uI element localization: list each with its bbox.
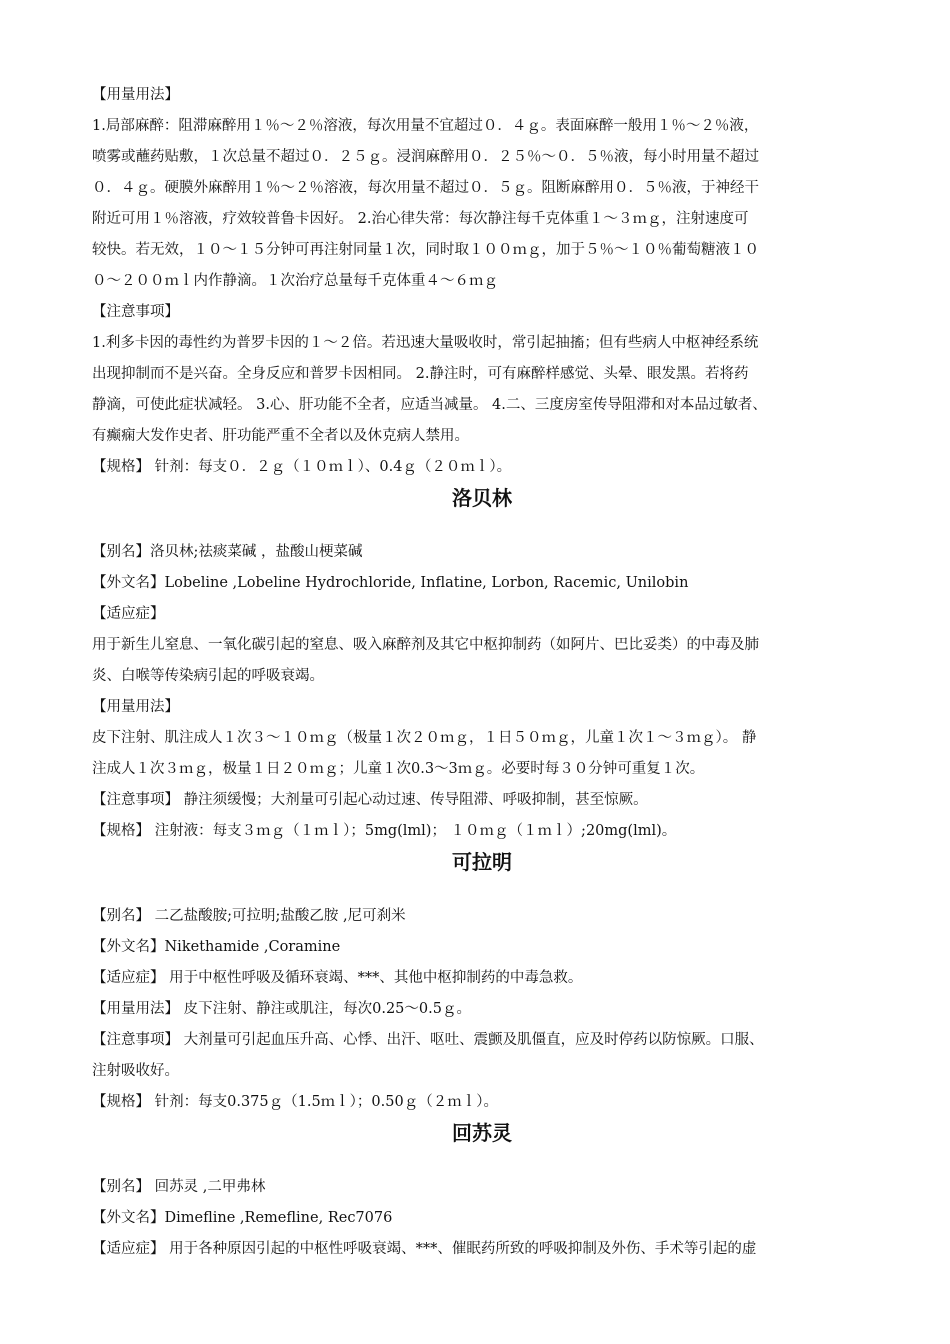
text-line: 【用量用法】	[92, 87, 179, 103]
text-line: ０．４ｇ。硬膜外麻醉用１％～２％溶液，每次用量不超过０．５ｇ。阻断麻醉用０．５％液，于神经干	[92, 180, 759, 196]
section-lidocaine	[92, 80, 872, 483]
text-line: 【外文名】Dimefline ,Remefline, Rec7076	[92, 1210, 393, 1226]
text-line: 【外文名】Lobeline ,Lobeline Hydrochloride, Inflatine, Lorbon, Racemic, Unilobin	[92, 575, 689, 591]
document-page	[92, 80, 872, 1265]
text-line: 出现抑制而不是兴奋。全身反应和普罗卡因相同。 2.静注时，可有麻醉样感觉、头晕、眼发黑。若将药	[92, 366, 749, 382]
text-line: 【注意事项】 大剂量可引起血压升高、心悸、出汗、呕吐、震颤及肌僵直，应及时停药以防惊厥。口服、	[92, 1032, 764, 1048]
text-line: 喷雾或蘸药贴敷，１次总量不超过０．２５ｇ。浸润麻醉用０．２５％～０．５％液，每小时用量不超过	[92, 149, 759, 165]
text-line: 皮下注射、肌注成人１次３～１０ｍｇ（极量１次２０ｍｇ，１日５０ｍｇ，儿童１次１～３ｍｇ）。 静	[92, 730, 757, 746]
text-line: 【用量用法】	[92, 699, 179, 715]
text-line: 【规格】 注射液：每支３ｍｇ（１ｍｌ）；5mg(lml)； １０ｍｇ（１ｍｌ）;20mg(lml)。	[92, 823, 677, 839]
section-coramine	[92, 845, 872, 1118]
text-line: 【规格】 针剂：每支0.375ｇ（1.5ｍｌ）；0.50ｇ（２ｍｌ）。	[92, 1094, 498, 1110]
section-lobeline	[92, 481, 872, 847]
text-line: 【别名】洛贝林;祛痰菜碱 ，盐酸山梗菜碱	[92, 544, 363, 560]
section-title: 回苏灵	[452, 1121, 512, 1145]
text-line: 附近可用１％溶液，疗效较普鲁卡因好。 2.治心律失常：每次静注每千克体重１～３ｍｇ，注射速度可	[92, 211, 749, 227]
text-line: 【别名】 回苏灵 ,二甲弗林	[92, 1179, 266, 1195]
text-line: 较快。若无效，１０～１５分钟可再注射同量１次，同时取１００ｍｇ，加于５％～１０％葡萄糖液１０	[92, 242, 759, 258]
text-line: ０～２００ｍｌ内作静滴。１次治疗总量每千克体重４～６ｍｇ	[92, 273, 498, 289]
text-line: 1.局部麻醉：阻滞麻醉用１％～２％溶液，每次用量不宜超过０．４ｇ。表面麻醉一般用１％～２％液，	[92, 118, 759, 134]
text-line: 1.利多卡因的毒性约为普罗卡因的１～２倍。若迅速大量吸收时，常引起抽搐；但有些病人中枢神经系统	[92, 335, 759, 351]
text-line: 【别名】 二乙盐酸胺;可拉明;盐酸乙胺 ,尼可刹米	[92, 908, 406, 924]
text-line: 【注意事项】	[92, 304, 179, 320]
text-line: 炎、白喉等传染病引起的呼吸衰竭。	[92, 668, 324, 684]
text-line: 【用量用法】 皮下注射、静注或肌注，每次0.25～0.5ｇ。	[92, 1001, 471, 1017]
text-line: 【适应症】 用于中枢性呼吸及循环衰竭、***、其他中枢抑制药的中毒急救。	[92, 970, 583, 986]
text-line: 【适应症】 用于各种原因引起的中枢性呼吸衰竭、***、催眠药所致的呼吸抑制及外伤、手术等引起的虚	[92, 1241, 757, 1257]
section-title: 可拉明	[452, 850, 512, 874]
text-line: 【适应症】	[92, 606, 165, 622]
section-dimefline	[92, 1116, 872, 1265]
text-line: 注成人１次３ｍｇ，极量１日２０ｍｇ；儿童１次0.3～3ｍｇ。必要时每３０分钟可重复１次。	[92, 761, 705, 777]
text-line: 有癫痫大发作史者、肝功能严重不全者以及休克病人禁用。	[92, 428, 469, 444]
text-line: 用于新生儿窒息、一氧化碳引起的窒息、吸入麻醉剂及其它中枢抑制药（如阿片、巴比妥类）的中毒及肺	[92, 637, 759, 653]
text-line: 静滴，可使此症状减轻。 3.心、肝功能不全者，应适当减量。 4.二、三度房室传导阻滞和对本品过敏者、	[92, 397, 767, 413]
section-title: 洛贝林	[452, 486, 512, 510]
text-line: 注射吸收好。	[92, 1063, 179, 1079]
text-line: 【规格】 针剂：每支０．２ｇ（１０ｍｌ）、0.4ｇ（２０ｍｌ）。	[92, 459, 512, 475]
text-line: 【外文名】Nikethamide ,Coramine	[92, 939, 341, 955]
text-line: 【注意事项】 静注须缓慢；大剂量可引起心动过速、传导阻滞、呼吸抑制，甚至惊厥。	[92, 792, 648, 808]
